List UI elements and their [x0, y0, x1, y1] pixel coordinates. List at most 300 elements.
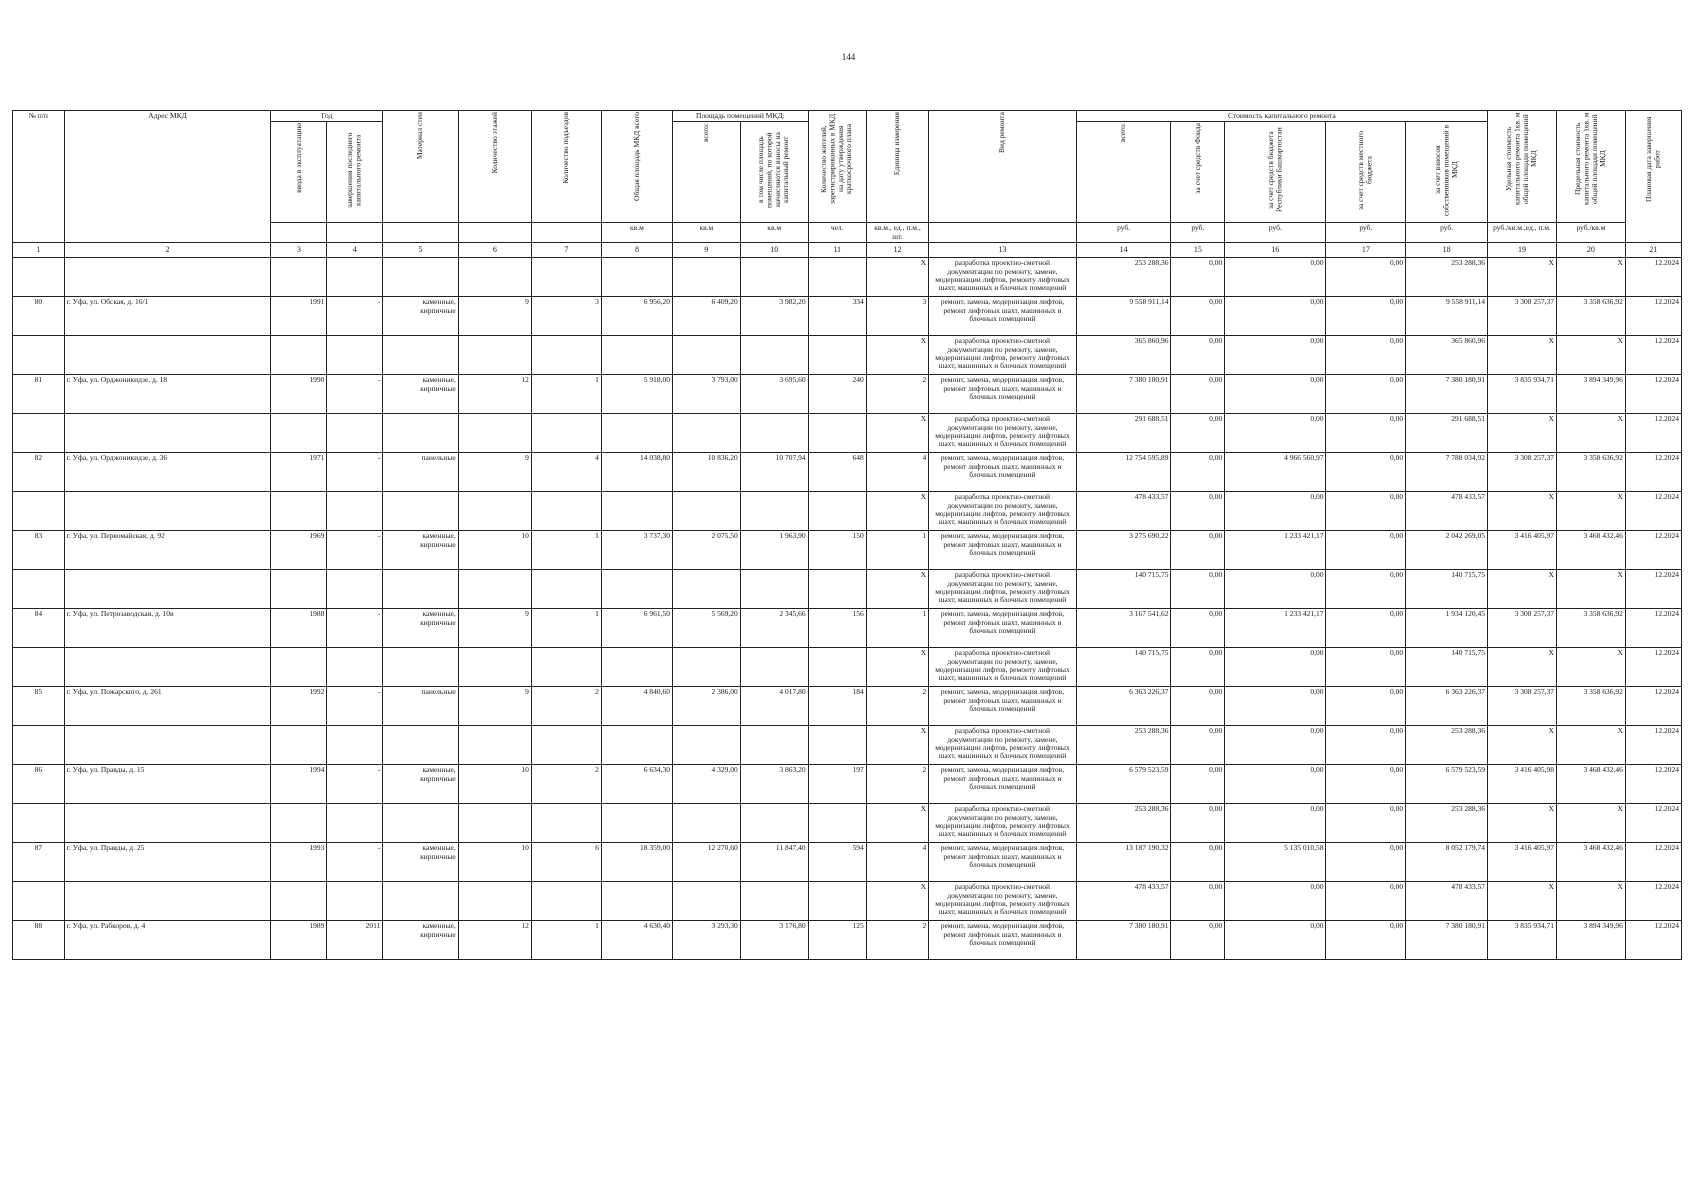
unit-cost-cell: X [1488, 726, 1557, 765]
address-cell: г. Уфа, ул. Рабкоров, д. 4 [64, 921, 271, 960]
year-repair-cell [327, 726, 383, 765]
area-residential-cell: 3 863,20 [740, 765, 808, 804]
residents-cell: 594 [808, 843, 866, 882]
year-built-cell: 1992 [271, 687, 327, 726]
total-area-cell: 4 840,60 [601, 687, 672, 726]
table-row [13, 414, 1682, 453]
floors-cell [458, 258, 531, 297]
row-number [13, 258, 65, 297]
entrances-cell: 4 [531, 453, 601, 492]
max-cost-cell: 3 894 349,96 [1556, 375, 1625, 414]
unit-cost-cell: 3 835 934,71 [1488, 921, 1557, 960]
year-repair-cell: - [327, 531, 383, 570]
year-repair-cell [327, 492, 383, 531]
column-number: 9 [672, 243, 740, 258]
unit-cell: 3 [866, 297, 928, 336]
table-row [13, 609, 1682, 648]
column-number: 20 [1556, 243, 1625, 258]
cost-owners-cell: 7 380 180,91 [1406, 921, 1488, 960]
unit-cost-cell: X [1488, 570, 1557, 609]
row-number [13, 336, 65, 375]
entrances-cell [531, 414, 601, 453]
residents-cell: 197 [808, 765, 866, 804]
max-cost-cell: X [1556, 648, 1625, 687]
material-cell [383, 804, 458, 843]
cost-fund-cell: 0,00 [1171, 375, 1225, 414]
work-type-cell: разработка проектно-сметной документации по ремонту, замене, модернизации лифтов, ремонту лифтовых шахт, машинных и блочных помещений [929, 726, 1077, 765]
year-built-cell [271, 882, 327, 921]
cost-republic-cell: 0,00 [1225, 258, 1326, 297]
cost-republic-cell: 0,00 [1225, 336, 1326, 375]
header-cost-fund: за счет средств Фонда [1171, 122, 1225, 223]
unit-cost-cell: X [1488, 492, 1557, 531]
cost-fund-cell: 0,00 [1171, 804, 1225, 843]
table-row [13, 648, 1682, 687]
table-row [13, 258, 1682, 297]
year-built-cell [271, 414, 327, 453]
total-area-cell [601, 648, 672, 687]
year-repair-cell: - [327, 843, 383, 882]
header-unit: Единица измерения [866, 111, 928, 223]
year-repair-cell [327, 258, 383, 297]
table-row [13, 687, 1682, 726]
table-row [13, 882, 1682, 921]
residents-cell [808, 570, 866, 609]
unit-cost-cell: 3 308 257,37 [1488, 687, 1557, 726]
cost-republic-cell: 0,00 [1225, 570, 1326, 609]
column-number: 7 [531, 243, 601, 258]
header-max-cost: Предельная стоимость капитального ремонта 1кв. м общей площади помещений МКД [1556, 111, 1625, 223]
entrances-cell [531, 492, 601, 531]
column-number: 21 [1625, 243, 1681, 258]
header-total-area: Общая площадь МКД всего [601, 111, 672, 223]
column-number: 17 [1326, 243, 1406, 258]
entrances-cell [531, 336, 601, 375]
header-cost-total: всего: [1076, 122, 1171, 223]
cost-owners-cell: 365 860,96 [1406, 336, 1488, 375]
work-type-cell: разработка проектно-сметной документации по ремонту, замене, модернизации лифтов, ремонту лифтовых шахт, машинных и блочных помещений [929, 258, 1077, 297]
header-year-built: ввода в эксплуатацию [271, 122, 327, 223]
residents-cell: 125 [808, 921, 866, 960]
max-cost-cell: 3 468 432,46 [1556, 531, 1625, 570]
cost-total-cell: 7 380 180,91 [1076, 921, 1171, 960]
column-number: 15 [1171, 243, 1225, 258]
area-all-cell: 2 386,00 [672, 687, 740, 726]
deadline-cell: 12.2024 [1625, 843, 1681, 882]
unit-work [929, 223, 1077, 243]
cost-total-cell: 478 433,57 [1076, 882, 1171, 921]
table-row [13, 726, 1682, 765]
cost-fund-cell: 0,00 [1171, 609, 1225, 648]
max-cost-cell: 3 468 432,46 [1556, 843, 1625, 882]
address-cell: г. Уфа, ул. Петрозаводская, д. 10в [64, 609, 271, 648]
cost-fund-cell: 0,00 [1171, 882, 1225, 921]
unit-entrances [531, 223, 601, 243]
work-type-cell: разработка проектно-сметной документации по ремонту, замене, модернизации лифтов, ремонту лифтовых шахт, машинных и блочных помещений [929, 648, 1077, 687]
entrances-cell [531, 258, 601, 297]
cost-owners-cell: 253 288,36 [1406, 804, 1488, 843]
work-type-cell: ремонт, замена, модернизация лифтов, ремонт лифтовых шахт, машинных и блочных помещений [929, 453, 1077, 492]
work-type-cell: ремонт, замена, модернизация лифтов, ремонт лифтовых шахт, машинных и блочных помещений [929, 765, 1077, 804]
address-cell [64, 492, 271, 531]
area-residential-cell: 3 695,60 [740, 375, 808, 414]
deadline-cell: 12.2024 [1625, 726, 1681, 765]
unit-cost-cell: X [1488, 804, 1557, 843]
header-entrances: Количество подъездов [531, 111, 601, 223]
material-cell: каменные, кирпичные [383, 609, 458, 648]
cost-total-cell: 253 288,36 [1076, 804, 1171, 843]
entrances-cell: 3 [531, 297, 601, 336]
cost-fund-cell: 0,00 [1171, 297, 1225, 336]
entrances-cell: 1 [531, 375, 601, 414]
address-cell: г. Уфа, ул. Орджоникидзе, д. 36 [64, 453, 271, 492]
floors-cell: 9 [458, 453, 531, 492]
capital-repair-table [12, 110, 1682, 960]
area-all-cell: 10 836,20 [672, 453, 740, 492]
area-residential-cell [740, 882, 808, 921]
cost-total-cell: 478 433,57 [1076, 492, 1171, 531]
cost-total-cell: 365 860,96 [1076, 336, 1171, 375]
area-residential-cell: 3 176,80 [740, 921, 808, 960]
residents-cell: 648 [808, 453, 866, 492]
max-cost-cell: X [1556, 804, 1625, 843]
area-residential-cell [740, 414, 808, 453]
unit-max-cost: руб./кв.м [1556, 223, 1625, 243]
cost-republic-cell: 0,00 [1225, 297, 1326, 336]
area-all-cell: 6 409,20 [672, 297, 740, 336]
column-number: 14 [1076, 243, 1171, 258]
work-type-cell: ремонт, замена, модернизация лифтов, ремонт лифтовых шахт, машинных и блочных помещений [929, 609, 1077, 648]
floors-cell [458, 414, 531, 453]
table-row [13, 570, 1682, 609]
max-cost-cell: X [1556, 726, 1625, 765]
area-all-cell [672, 882, 740, 921]
year-built-cell: 1991 [271, 297, 327, 336]
total-area-cell: 6 961,50 [601, 609, 672, 648]
column-number: 13 [929, 243, 1077, 258]
residents-cell: 150 [808, 531, 866, 570]
cost-local-cell: 0,00 [1326, 765, 1406, 804]
entrances-cell: 1 [531, 921, 601, 960]
cost-republic-cell: 1 233 421,17 [1225, 531, 1326, 570]
work-type-cell: разработка проектно-сметной документации по ремонту, замене, модернизации лифтов, ремонту лифтовых шахт, машинных и блочных помещений [929, 414, 1077, 453]
entrances-cell: 1 [531, 531, 601, 570]
total-area-cell: 6 634,30 [601, 765, 672, 804]
unit-cost-republic: руб. [1225, 223, 1326, 243]
cost-owners-cell: 6 363 226,37 [1406, 687, 1488, 726]
deadline-cell: 12.2024 [1625, 453, 1681, 492]
entrances-cell: 6 [531, 843, 601, 882]
row-number: 87 [13, 843, 65, 882]
area-residential-cell [740, 570, 808, 609]
cost-owners-cell: 2 042 269,05 [1406, 531, 1488, 570]
unit-cell: X [866, 648, 928, 687]
total-area-cell: 14 038,80 [601, 453, 672, 492]
max-cost-cell: 3 468 432,46 [1556, 765, 1625, 804]
floors-cell [458, 726, 531, 765]
cost-republic-cell: 0,00 [1225, 726, 1326, 765]
cost-total-cell: 13 187 190,32 [1076, 843, 1171, 882]
year-built-cell [271, 570, 327, 609]
cost-fund-cell: 0,00 [1171, 687, 1225, 726]
total-area-cell [601, 336, 672, 375]
address-cell [64, 648, 271, 687]
unit-cell: 2 [866, 375, 928, 414]
cost-total-cell: 140 715,75 [1076, 648, 1171, 687]
work-type-cell: разработка проектно-сметной документации по ремонту, замене, модернизации лифтов, ремонту лифтовых шахт, машинных и блочных помещений [929, 570, 1077, 609]
header-year-group: Год [271, 111, 383, 122]
material-cell: панельные [383, 453, 458, 492]
area-residential-cell [740, 804, 808, 843]
deadline-cell: 12.2024 [1625, 297, 1681, 336]
cost-owners-cell: 140 715,75 [1406, 570, 1488, 609]
year-repair-cell [327, 336, 383, 375]
entrances-cell: 2 [531, 765, 601, 804]
column-number: 5 [383, 243, 458, 258]
year-built-cell: 1993 [271, 843, 327, 882]
row-number: 86 [13, 765, 65, 804]
cost-owners-cell: 6 579 523,59 [1406, 765, 1488, 804]
floors-cell: 12 [458, 375, 531, 414]
cost-local-cell: 0,00 [1326, 726, 1406, 765]
cost-local-cell: 0,00 [1326, 375, 1406, 414]
column-number: 11 [808, 243, 866, 258]
header-year-last-repair: завершения последнего капитального ремонта [327, 122, 383, 223]
unit-cell: 2 [866, 765, 928, 804]
cost-republic-cell: 0,00 [1225, 687, 1326, 726]
material-cell: каменные, кирпичные [383, 297, 458, 336]
material-cell [383, 492, 458, 531]
unit-cost-fund: руб. [1171, 223, 1225, 243]
row-number [13, 648, 65, 687]
unit-cell: 4 [866, 453, 928, 492]
floors-cell: 10 [458, 531, 531, 570]
max-cost-cell: X [1556, 258, 1625, 297]
address-cell [64, 882, 271, 921]
material-cell: каменные, кирпичные [383, 531, 458, 570]
header-no: № п/п [13, 111, 65, 243]
area-all-cell [672, 336, 740, 375]
unit-cell: X [866, 570, 928, 609]
residents-cell [808, 882, 866, 921]
year-built-cell [271, 492, 327, 531]
unit-year-repair [327, 223, 383, 243]
cost-fund-cell: 0,00 [1171, 921, 1225, 960]
cost-local-cell: 0,00 [1326, 687, 1406, 726]
cost-owners-cell: 140 715,75 [1406, 648, 1488, 687]
cost-owners-cell: 291 688,51 [1406, 414, 1488, 453]
cost-republic-cell: 0,00 [1225, 414, 1326, 453]
area-all-cell [672, 726, 740, 765]
area-residential-cell [740, 336, 808, 375]
material-cell [383, 882, 458, 921]
material-cell [383, 726, 458, 765]
cost-total-cell: 291 688,51 [1076, 414, 1171, 453]
cost-total-cell: 12 754 595,89 [1076, 453, 1171, 492]
residents-cell: 156 [808, 609, 866, 648]
area-residential-cell [740, 492, 808, 531]
year-built-cell: 1971 [271, 453, 327, 492]
year-built-cell [271, 258, 327, 297]
residents-cell [808, 648, 866, 687]
unit-cost-cell: 3 308 257,37 [1488, 297, 1557, 336]
max-cost-cell: X [1556, 492, 1625, 531]
deadline-cell: 12.2024 [1625, 648, 1681, 687]
cost-owners-cell: 1 934 120,45 [1406, 609, 1488, 648]
unit-total-area: кв.м [601, 223, 672, 243]
material-cell: каменные, кирпичные [383, 843, 458, 882]
address-cell: г. Уфа, ул. Первомайская, д. 92 [64, 531, 271, 570]
deadline-cell: 12.2024 [1625, 414, 1681, 453]
year-repair-cell: - [327, 609, 383, 648]
year-repair-cell: - [327, 375, 383, 414]
year-repair-cell: - [327, 687, 383, 726]
column-number-row [13, 243, 1682, 258]
row-number: 85 [13, 687, 65, 726]
area-all-cell [672, 804, 740, 843]
cost-total-cell: 9 558 911,14 [1076, 297, 1171, 336]
unit-floors [458, 223, 531, 243]
entrances-cell [531, 804, 601, 843]
year-built-cell [271, 648, 327, 687]
area-residential-cell: 2 345,66 [740, 609, 808, 648]
address-cell [64, 726, 271, 765]
cost-republic-cell: 5 135 010,58 [1225, 843, 1326, 882]
area-all-cell: 5 569,20 [672, 609, 740, 648]
total-area-cell: 18 359,00 [601, 843, 672, 882]
header-area-residential: в том числе площадь помещений, по которой начисляются взносы на капитальный ремонт [740, 122, 808, 223]
table-body [13, 258, 1682, 960]
row-number: 83 [13, 531, 65, 570]
area-residential-cell: 4 017,80 [740, 687, 808, 726]
table-row [13, 531, 1682, 570]
unit-cost-cell: 3 416 405,97 [1488, 843, 1557, 882]
unit-cell: X [866, 804, 928, 843]
floors-cell [458, 882, 531, 921]
row-number: 82 [13, 453, 65, 492]
area-all-cell: 3 793,00 [672, 375, 740, 414]
cost-local-cell: 0,00 [1326, 921, 1406, 960]
cost-republic-cell: 0,00 [1225, 375, 1326, 414]
table-row [13, 843, 1682, 882]
column-number: 6 [458, 243, 531, 258]
header-work-type: Вид ремонта [929, 111, 1077, 223]
address-cell: г. Уфа, ул. Правды, д. 25 [64, 843, 271, 882]
unit-year-built [271, 223, 327, 243]
address-cell [64, 414, 271, 453]
total-area-cell: 6 956,20 [601, 297, 672, 336]
area-all-cell: 2 075,50 [672, 531, 740, 570]
material-cell [383, 258, 458, 297]
floors-cell [458, 570, 531, 609]
address-cell [64, 258, 271, 297]
area-all-cell [672, 414, 740, 453]
max-cost-cell: X [1556, 570, 1625, 609]
floors-cell: 10 [458, 843, 531, 882]
total-area-cell [601, 804, 672, 843]
residents-cell [808, 726, 866, 765]
year-built-cell: 1990 [271, 375, 327, 414]
max-cost-cell: 3 358 636,92 [1556, 453, 1625, 492]
year-built-cell: 1969 [271, 531, 327, 570]
address-cell: г. Уфа, ул. Правды, д. 15 [64, 765, 271, 804]
cost-local-cell: 0,00 [1326, 609, 1406, 648]
max-cost-cell: 3 358 636,92 [1556, 609, 1625, 648]
header-floors: Количество этажей [458, 111, 531, 223]
column-number: 3 [271, 243, 327, 258]
cost-total-cell: 3 275 690,22 [1076, 531, 1171, 570]
entrances-cell [531, 726, 601, 765]
header-cost-owners: за счет взносов собственников помещений в МКД [1406, 122, 1488, 223]
table-row [13, 336, 1682, 375]
residents-cell [808, 804, 866, 843]
total-area-cell: 5 918,00 [601, 375, 672, 414]
cost-owners-cell: 253 288,36 [1406, 258, 1488, 297]
column-number: 1 [13, 243, 65, 258]
cost-fund-cell: 0,00 [1171, 726, 1225, 765]
header-unit-cost: Удельная стоимость капитального ремонта 1кв. м общей площади помещений МКД [1488, 111, 1557, 223]
area-all-cell [672, 258, 740, 297]
total-area-cell [601, 258, 672, 297]
cost-fund-cell: 0,00 [1171, 765, 1225, 804]
cost-fund-cell: 0,00 [1171, 414, 1225, 453]
address-cell: г. Уфа, ул. Обская, д. 16/1 [64, 297, 271, 336]
work-type-cell: разработка проектно-сметной документации по ремонту, замене, модернизации лифтов, ремонту лифтовых шахт, машинных и блочных помещений [929, 804, 1077, 843]
entrances-cell [531, 570, 601, 609]
cost-local-cell: 0,00 [1326, 804, 1406, 843]
area-residential-cell: 10 707,94 [740, 453, 808, 492]
year-repair-cell [327, 570, 383, 609]
column-number: 19 [1488, 243, 1557, 258]
total-area-cell [601, 492, 672, 531]
residents-cell [808, 492, 866, 531]
year-repair-cell: - [327, 453, 383, 492]
work-type-cell: ремонт, замена, модернизация лифтов, ремонт лифтовых шахт, машинных и блочных помещений [929, 843, 1077, 882]
residents-cell: 334 [808, 297, 866, 336]
unit-cost-cell: 3 416 405,97 [1488, 531, 1557, 570]
work-type-cell: ремонт, замена, модернизация лифтов, ремонт лифтовых шахт, машинных и блочных помещений [929, 531, 1077, 570]
cost-local-cell: 0,00 [1326, 336, 1406, 375]
cost-republic-cell: 0,00 [1225, 921, 1326, 960]
work-type-cell: разработка проектно-сметной документации по ремонту, замене, модернизации лифтов, ремонту лифтовых шахт, машинных и блочных помещений [929, 336, 1077, 375]
cost-fund-cell: 0,00 [1171, 531, 1225, 570]
unit-cost-cell: 3 308 257,37 [1488, 453, 1557, 492]
cost-total-cell: 140 715,75 [1076, 570, 1171, 609]
row-number [13, 414, 65, 453]
year-built-cell [271, 804, 327, 843]
material-cell: каменные, кирпичные [383, 921, 458, 960]
cost-fund-cell: 0,00 [1171, 492, 1225, 531]
table-row [13, 492, 1682, 531]
column-number: 10 [740, 243, 808, 258]
unit-cell: X [866, 492, 928, 531]
year-repair-cell: - [327, 297, 383, 336]
deadline-cell: 12.2024 [1625, 804, 1681, 843]
work-type-cell: разработка проектно-сметной документации по ремонту, замене, модернизации лифтов, ремонту лифтовых шахт, машинных и блочных помещений [929, 492, 1077, 531]
row-number: 81 [13, 375, 65, 414]
column-number: 2 [64, 243, 271, 258]
row-number [13, 804, 65, 843]
area-residential-cell: 3 982,20 [740, 297, 808, 336]
work-type-cell: ремонт, замена, модернизация лифтов, ремонт лифтовых шахт, машинных и блочных помещений [929, 921, 1077, 960]
table-row [13, 375, 1682, 414]
unit-cost-cell: X [1488, 258, 1557, 297]
floors-cell [458, 648, 531, 687]
cost-republic-cell: 0,00 [1225, 804, 1326, 843]
unit-cell: 2 [866, 921, 928, 960]
deadline-cell: 12.2024 [1625, 531, 1681, 570]
year-repair-cell: 2011 [327, 921, 383, 960]
